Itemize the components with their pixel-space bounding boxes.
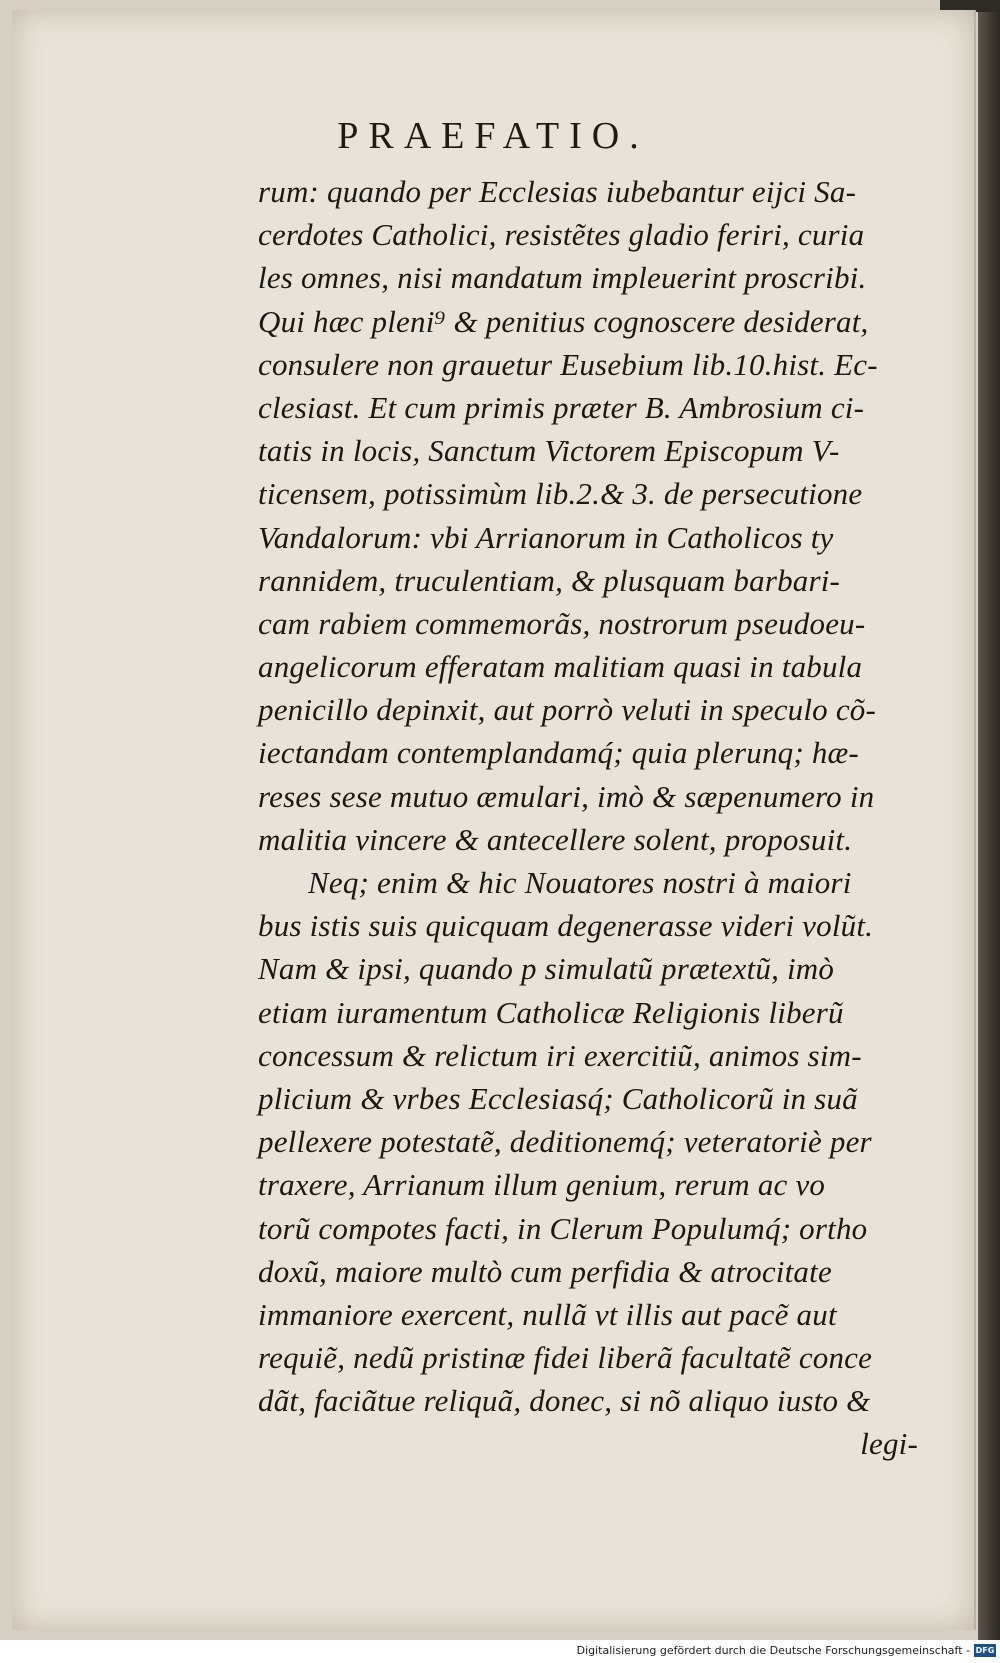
text-line-26: doxũ, maiore multò cum perfidia & atrocitate	[258, 1253, 832, 1289]
text-line-18: bus istis suis quicquam degenerasse videri volũt.	[258, 908, 874, 944]
running-title: PRAEFATIO.	[337, 115, 649, 157]
text-line-19: Nam & ipsi, quando p simulatũ prætextũ, imò	[258, 951, 835, 987]
text-line-11: cam rabiem commemorãs, nostrorum pseudoeu-	[258, 605, 866, 641]
text-line-24: traxere, Arrianum illum genium, rerum ac vo	[258, 1167, 826, 1203]
text-line-10: rannidem, truculentiam, & plusquam barbari-	[258, 562, 841, 598]
text-line-22: plicium & vrbes Ecclesiasq́; Catholicorũ in suã	[258, 1080, 858, 1116]
text-line-8: ticensem, potissimùm lib.2.& 3. de persecutione	[258, 476, 863, 512]
text-line-17: Neq; enim & hic Nouatores nostri à maiori	[308, 865, 852, 900]
text-line-28: requiẽ, nedũ pristinæ fidei liberã facultatẽ conce	[258, 1340, 873, 1376]
text-line-9: Vandalorum: vbi Arrianorum in Catholicos ty	[258, 519, 834, 555]
text-line-29: dãt, faciãtue reliquã, donec, si nõ aliquo iusto &	[258, 1383, 871, 1419]
catchword: legi-	[860, 1426, 918, 1462]
text-line-20: etiam iuramentum Catholicæ Religionis liberũ	[258, 994, 844, 1030]
digitization-footer	[0, 1640, 1000, 1663]
text-line-2: cerdotes Catholici, resistẽtes gladio feriri, curia	[258, 217, 865, 253]
text-line-23: pellexere potestatẽ, deditionemq́; veteratoriè per	[258, 1124, 872, 1160]
text-line-16: malitia vincere & antecellere solent, proposuit.	[258, 821, 853, 857]
body-text	[258, 170, 938, 1466]
text-line-25: torũ compotes facti, in Clerum Populumq́; ortho	[258, 1210, 868, 1246]
text-line-14: iectandam contemplandamq́; quia plerunq; hæ-	[258, 735, 859, 771]
text-line-12: angelicorum efferatam malitiam quasi in tabula	[258, 649, 863, 685]
text-line-21: concessum & relictum iri exercitiũ, animos sim-	[258, 1037, 862, 1073]
text-line-7: tatis in locis, Sanctum Victorem Episcopum V-	[258, 433, 840, 469]
text-line-1: rum: quando per Ecclesias iubebantur eijci Sa-	[258, 174, 857, 209]
footer-credit: Digitalisierung gefördert durch die Deutsche Forschungsgemeinschaft -	[576, 1644, 970, 1657]
book-page	[12, 10, 976, 1630]
text-line-15: reses sese mutuo æmulari, imò & sæpenumero in	[258, 778, 875, 814]
text-line-4: Qui hæc pleni⁹ & penitius cognoscere desiderat,	[258, 303, 869, 339]
text-line-13: penicillo depinxit, aut porrò veluti in speculo cõ-	[258, 692, 877, 728]
text-line-5: consulere non grauetur Eusebium lib.10.hist. Ec-	[258, 346, 878, 382]
text-line-6: clesiast. Et cum primis præter B. Ambrosium ci-	[258, 389, 865, 425]
text-line-3: les omnes, nisi mandatum impleuerint proscribi.	[258, 260, 867, 296]
text-line-27: immaniore exercent, nullã vt illis aut pacẽ aut	[258, 1296, 837, 1332]
dfg-logo-icon: DFG	[975, 1646, 995, 1655]
scan-dark-edge	[978, 0, 1000, 1640]
